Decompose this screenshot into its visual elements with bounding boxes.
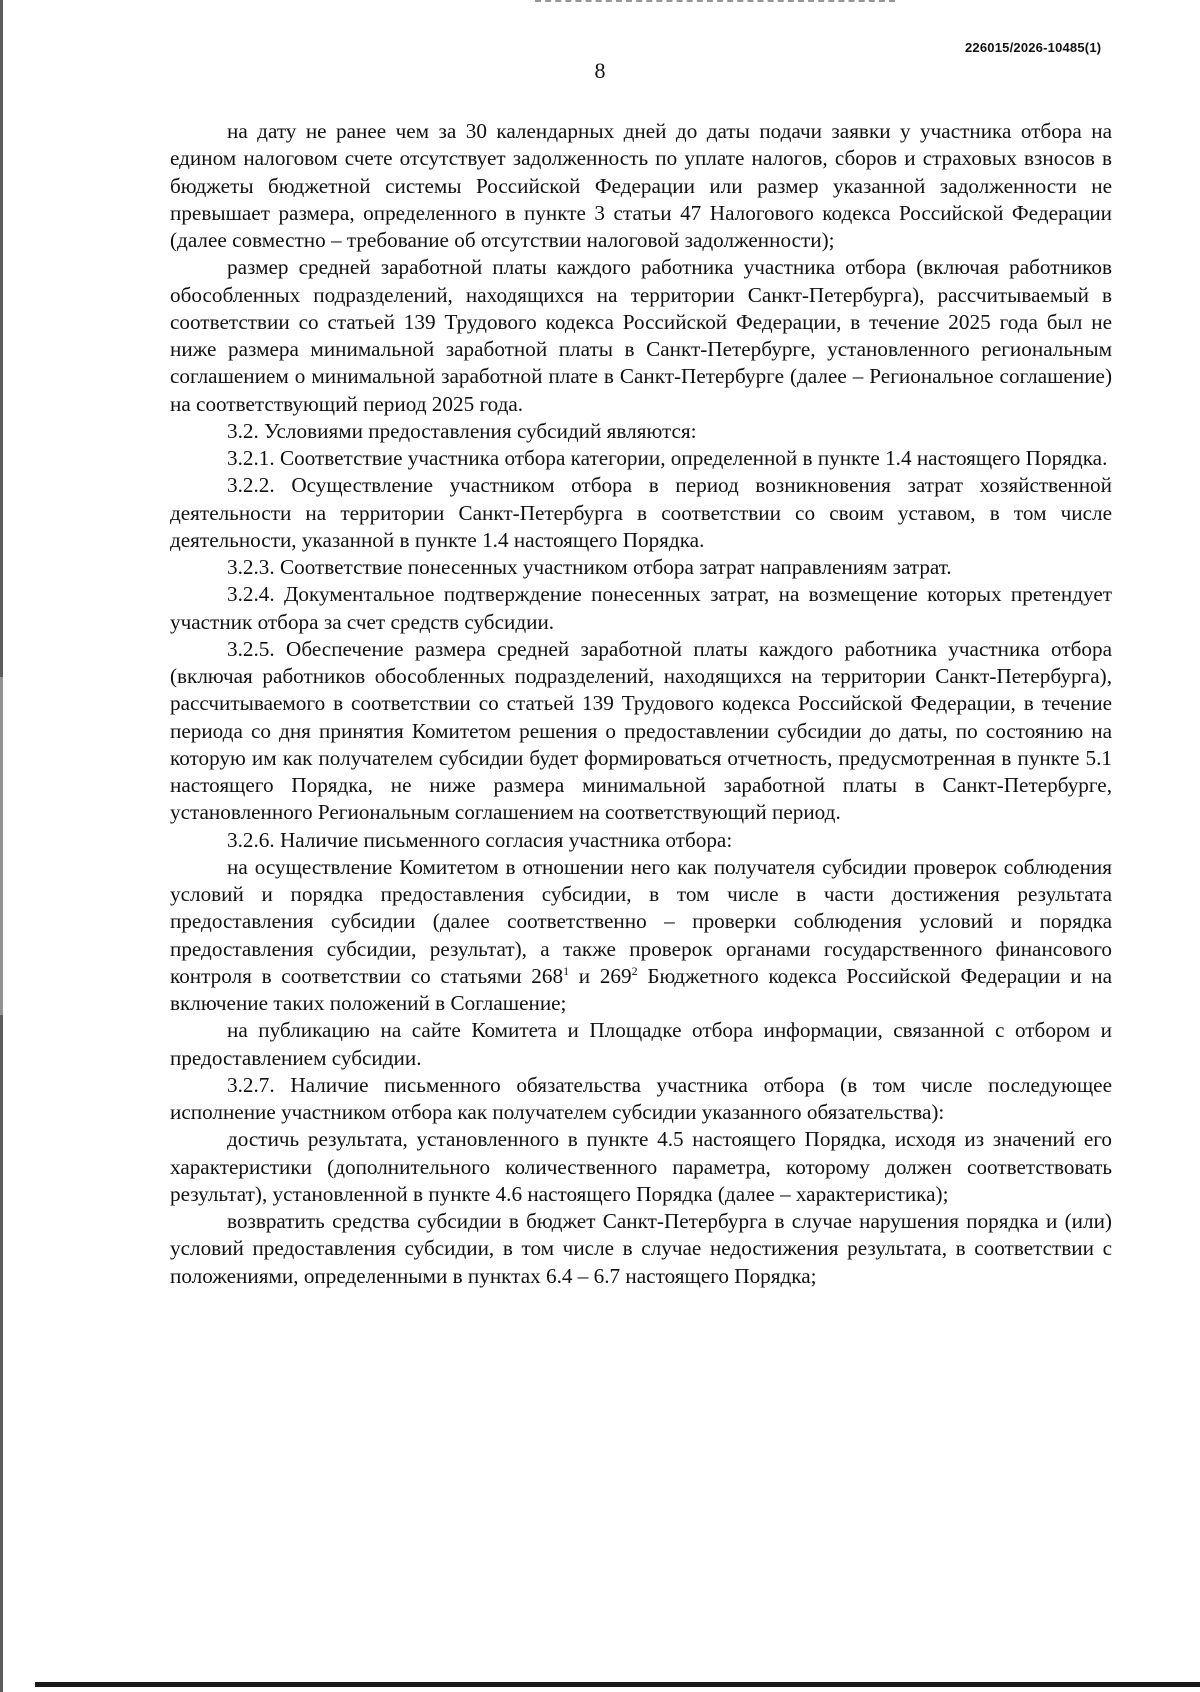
paragraph-consent-inspections [170, 854, 1112, 1018]
paragraph-3-2-5: 3.2.5. Обеспечение размера средней заработной платы каждого работника участника отбора (включая работников обособленных подразделений, находящихся на территории Санкт-Петербурга), рассчитываемого в соответствии со статьей 139 Трудового кодекса Российской Федерации, в течение периода со дня принятия Комитетом решения о предоставлении субсидии до даты, по состоянию на которую им как получателем субсидии будет формироваться отчетность, предусмотренная в пункте 5.1 настоящего Порядка, не ниже размера минимальной заработной платы в Санкт-Петербурге, установленного Региональным соглашением на соответствующий период. [170, 636, 1112, 825]
consent-text-part-3: Бюджетного кодекса Российской Федерации и на включение таких положений в Соглашение; [170, 963, 1113, 1015]
paragraph-3-2-2: 3.2.2. Осуществление участником отбора в период возникновения затрат хозяйственной деятельности на территории Санкт-Петербурга в соответствии со своим уставом, в том числе деятельности, указанной в пункте 1.4 настоящего Порядка. [170, 473, 1112, 552]
paragraph-achieve-result: достичь результата, установленного в пункте 4.5 настоящего Порядка, исходя из значений его характеристики (дополнительного количественного параметра, которому должен соответствовать результат), установленной в пункте 4.6 настоящего Порядка (далее – характеристика); [170, 1127, 1112, 1206]
paragraph-tax-debt-requirement: на дату не ранее чем за 30 календарных дней до даты подачи заявки у участника отбора на едином налоговом счете отсутствует задолженность по уплате налогов, сборов и страховых взносов в бюджеты бюджетной системы Российской Федерации или размер указанной задолженности не превышает размера, определенного в пункте 3 статьи 47 Налогового кодекса Российской Федерации (далее совместно – требование об отсутствии налоговой задолженности); [170, 119, 1112, 252]
paragraph-3-2-3: 3.2.3. Соответствие понесенных участником отбора затрат направлениям затрат. [227, 555, 952, 579]
paragraph-average-salary-requirement: размер средней заработной платы каждого работника участника отбора (включая работников обособленных подразделений, находящихся на территории Санкт-Петербурга), рассчитываемый в соответствии со статьей 139 Трудового кодекса Российской Федерации, в течение 2025 года был не ниже размера минимальной заработной платы в Санкт-Петербурге, установленного региональным соглашением о минимальной заработной плате в Санкт-Петербурге (далее – Региональное соглашение) на соответствующий период 2025 года. [170, 255, 1112, 416]
paragraph-3-2-7: 3.2.7. Наличие письменного обязательства участника отбора (в том числе последующее исполнение участником отбора как получателем субсидии указанного обязательства): [170, 1072, 1112, 1124]
scan-bottom-edge [35, 1682, 1200, 1687]
article-269-superscript: 2 [631, 963, 638, 978]
consent-text-part-2: и 269 [569, 963, 632, 988]
paragraph-return-subsidy: возвратить средства субсидии в бюджет Санкт-Петербурга в случае нарушения порядка и (или) условий предоставления субсидии, в том числе в случае недостижения результата, в соответствии с положениями, определенными в пунктах 6.4 – 6.7 настоящего Порядка; [170, 1209, 1112, 1288]
paragraph-consent-publication: на публикацию на сайте Комитета и Площадке отбора информации, связанной с отбором и предоставлением субсидии. [170, 1018, 1112, 1070]
document-body [170, 118, 1112, 1290]
paragraph-3-2-6: 3.2.6. Наличие письменного согласия участника отбора: [227, 827, 733, 852]
scan-left-edge [0, 0, 3, 1692]
scan-artifact-line [535, 0, 895, 5]
document-registration-number: 226015/2026-10485(1) [965, 40, 1102, 55]
paragraph-3-2-4: 3.2.4. Документальное подтверждение понесенных затрат, на возмещение которых претендует участник отбора за счет средств субсидии. [170, 582, 1112, 634]
paragraph-3-2-heading: 3.2. Условиями предоставления субсидий являются: [227, 418, 697, 443]
paragraph-3-2-1: 3.2.1. Соответствие участника отбора категории, определенной в пункте 1.4 настоящего Порядка. [227, 446, 1108, 470]
consent-text-part-1: на осуществление Комитетом в отношении него как получателя субсидии проверок соблюдения условий и порядка предоставления субсидии, в том числе в части достижения результата предоставления субсидии (далее соответственно – проверки соблюдения условий и порядка предоставления субсидии, результат), а также проверок органами государственного финансового контроля в соответствии со статьями 268 [170, 854, 1112, 988]
article-268-superscript: 1 [563, 963, 570, 978]
page-number: 8 [594, 58, 606, 83]
